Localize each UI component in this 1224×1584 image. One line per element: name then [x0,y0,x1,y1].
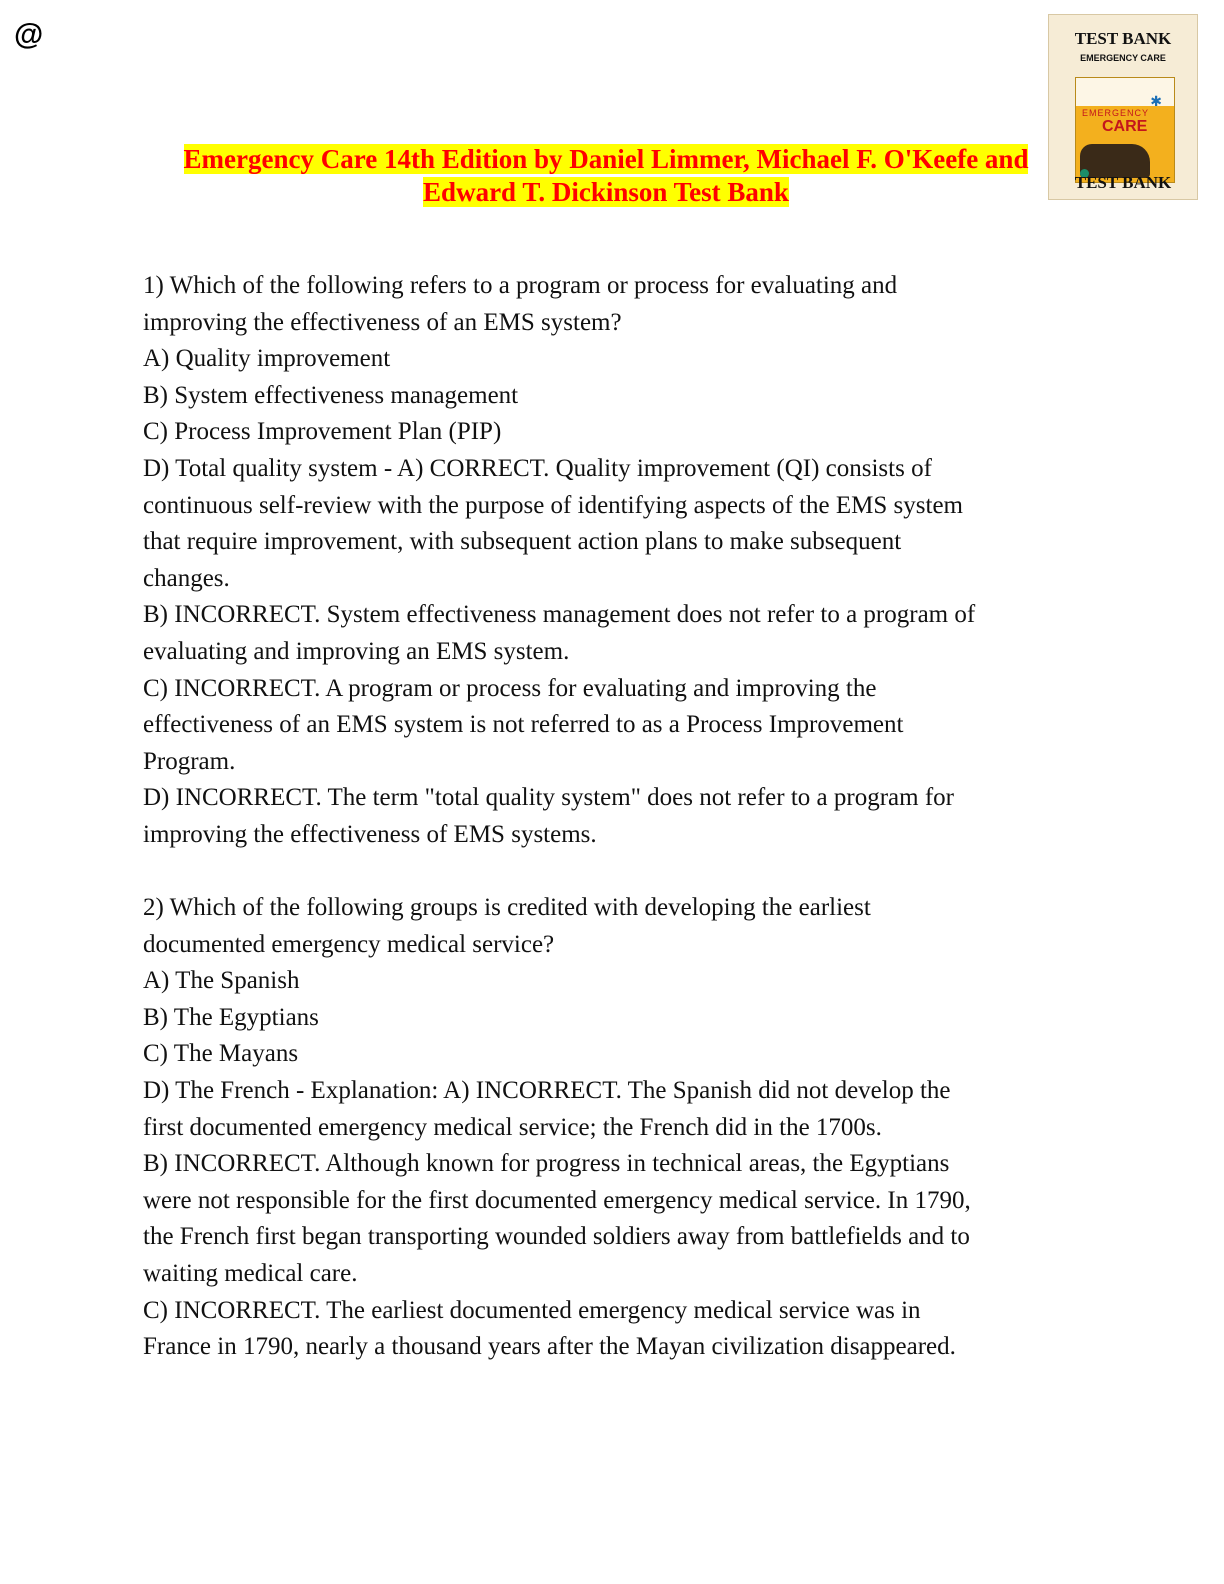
question-text-line: changes. [143,564,230,592]
question-text-line: continuous self-review with the purpose of identifying aspects of the EMS system [143,491,963,519]
question-text-line: documented emergency medical service? [143,930,555,958]
question-text-line: B) INCORRECT. Although known for progress in technical areas, the Egyptians [143,1150,950,1178]
question-text-line: B) System effectiveness management [143,381,519,409]
question-text-line: Program. [143,747,236,775]
cover-top-label: TEST BANK [1074,29,1172,48]
question-text-line: C) INCORRECT. The earliest documented emergency medical service was in [143,1296,921,1324]
cover-bottom-label: TEST BANK [1074,173,1172,192]
question-block [143,268,1083,854]
book-title-line1: EMERGENCY [1082,108,1150,118]
question-text-line: were not responsible for the first documented emergency medical service. In 1790, [143,1186,971,1214]
question-text-line: effectiveness of an EMS system is not referred to as a Process Improvement [143,711,904,739]
questions-content [143,268,1083,1402]
star-of-life-icon: ✱ [1150,94,1162,110]
book-title-line2: CARE [1102,118,1148,135]
question-text-line: France in 1790, nearly a thousand years after the Mayan civilization disappeared. [143,1333,956,1361]
book-cover-thumbnail [1075,77,1175,183]
question-text-line: B) The Egyptians [143,1003,319,1031]
document-title [140,143,1072,209]
question-block [143,890,1083,1366]
question-text-line: first documented emergency medical service; the French did in the 1700s. [143,1113,882,1141]
question-text-line: D) The French - Explanation: A) INCORRECT. The Spanish did not develop the [143,1077,951,1105]
question-text-line: A) The Spanish [143,967,300,995]
question-text-line: 1) Which of the following refers to a program or process for evaluating and [143,272,898,299]
question-text-line: evaluating and improving an EMS system. [143,637,570,665]
question-text-line: that require improvement, with subsequent action plans to make subsequent [143,528,902,556]
question-text-line: C) The Mayans [143,1040,299,1068]
cover-subtitle: EMERGENCY CARE [1080,53,1166,63]
at-symbol-mark: @ [14,18,44,51]
question-text-line: improving the effectiveness of an EMS system? [143,308,622,336]
question-text-line: A) Quality improvement [143,345,391,373]
question-text-line: the French first began transporting wounded soldiers away from battlefields and to [143,1223,970,1251]
question-text-line: 2) Which of the following groups is credited with developing the earliest [143,894,871,922]
question-text-line: B) INCORRECT. System effectiveness management does not refer to a program of [143,601,976,629]
question-text-line: waiting medical care. [143,1260,358,1288]
question-text-line: C) INCORRECT. A program or process for evaluating and improving the [143,674,877,702]
question-text-line: D) Total quality system - A) CORRECT. Quality improvement (QI) consists of [143,454,932,482]
question-text-line: improving the effectiveness of EMS systems. [143,820,597,848]
question-text-line: C) Process Improvement Plan (PIP) [143,418,502,446]
question-text-line: D) INCORRECT. The term "total quality system" does not refer to a program for [143,784,954,812]
title-line-1: Emergency Care 14th Edition by Daniel Limmer, Michael F. O'Keefe and [183,144,1029,174]
title-line-2: Edward T. Dickinson Test Bank [423,177,789,207]
